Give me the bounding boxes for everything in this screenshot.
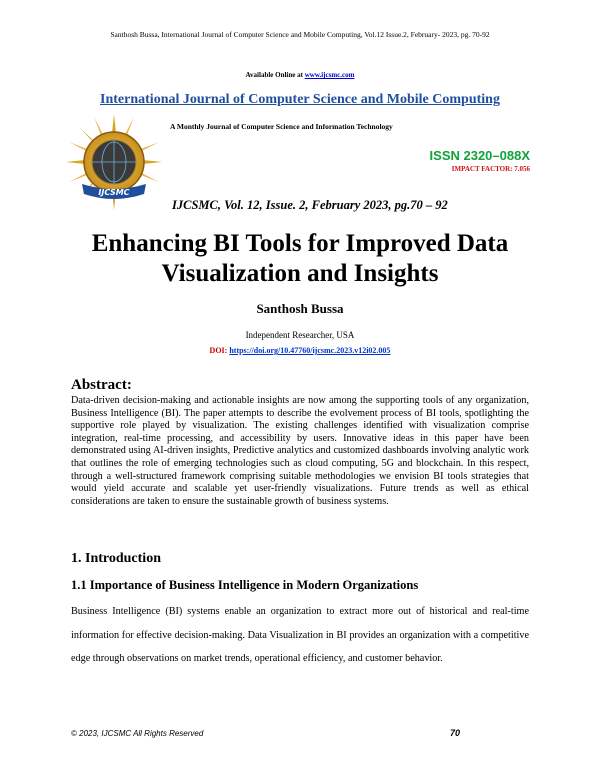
author-name: Santhosh Bussa [256,301,344,316]
abstract-heading: Abstract: [71,377,132,393]
abstract-body: Data-driven decision-making and actionable insights are now among the supporting tools of any organization, Business Intelligence (BI). The paper attempts to describe the evolvement process of BI tools, spotlighting the supportive role played by visualization. The existing challenges identified with visualization comprise integration, real-time processing, and accessibility by users. Innovative ideas in this paper have been demonstrated using AI-driven insights, Predictive analytics and customized dashboards involving analytic work that outlines the role of emerging technologies such as cloud computing, 5G and blockchain. In this respect, through a well-structured framework comprising suitable methodologies we envision BI tools strategies that would yield accurate and scalable yet user-friendly visualizations. Future trends as well as ethical considerations are taken to ensure the sustainable growth of business systems. [71,395,529,507]
available-prefix: Available Online at [245,71,305,79]
issue-info: IJCSMC, Vol. 12, Issue. 2, February 2023, pg.70 – 92 [172,198,448,212]
paper-title [0,229,600,289]
issn-number: ISSN 2320–088X [429,148,530,163]
journal-subtitle: A Monthly Journal of Computer Science and Information Technology [170,122,393,131]
journal-logo [64,112,164,212]
doi-link[interactable]: https://doi.org/10.47760/ijcsmc.2023.v12i02.005 [229,346,391,355]
page-number: 70 [450,728,461,738]
journal-website-link[interactable]: www.ijcsmc.com [304,71,355,79]
paper-title-line1: Enhancing BI Tools for Improved Data [91,230,509,257]
paper-title-line2: Visualization and Insights [161,260,439,287]
author-affiliation: Independent Researcher, USA [245,330,355,340]
logo-text: IJCSMC [98,188,130,197]
journal-title[interactable]: International Journal of Computer Science and Mobile Computing [100,92,500,107]
introduction-paragraph: Business Intelligence (BI) systems enable an organization to extract more out of historical and real-time information for effective decision-making. Data Visualization in BI provides an organization with a competitive edge through observations on market trends, operational efficiency, and customer behavior. [71,606,529,664]
section-1-1-heading: 1.1 Importance of Business Intelligence in Modern Organizations [71,578,419,592]
impact-factor: IMPACT FACTOR: 7.056 [451,165,530,173]
footer-copyright: © 2023, IJCSMC All Rights Reserved [71,729,204,738]
running-header: Santhosh Bussa, International Journal of Computer Science and Mobile Computing, Vol.12 Issue.2, February- 2023, pg. 70-92 [110,30,490,39]
doi-line [0,346,600,355]
available-online [0,71,600,79]
doi-label: DOI: [209,346,230,355]
introduction-heading: 1. Introduction [71,551,161,566]
